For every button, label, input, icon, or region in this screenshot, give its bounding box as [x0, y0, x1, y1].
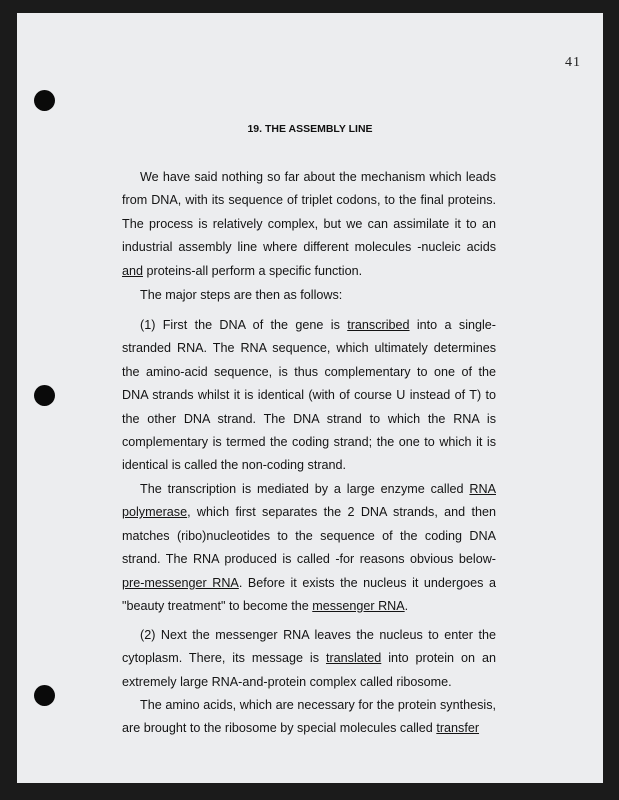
punch-hole-middle [34, 385, 55, 406]
paragraph-steps-intro: The major steps are then as follows: [140, 288, 343, 302]
underlined-term: translated [325, 651, 382, 666]
underlined-term: transfer [436, 721, 480, 736]
underlined-term: RNA polymerase [122, 482, 496, 520]
underlined-term: transcribed [347, 318, 410, 332]
paragraph-intro: We have said nothing so far about the mechanism which leads from DNA, with its sequence of triplet codons, to the final proteins. The process is relatively complex, but we can assimilate it to an industrial assembly line where different molecules -nucleic acids and proteins-all perform a specific function. [122, 170, 496, 278]
document-page [17, 13, 603, 783]
paragraph-step-1: (1) First the DNA of the gene is transcribed into a single-stranded RNA. The RNA sequence, which ultimately determines the amino-acid sequence, is thus complementary to one of the DNA strands whilst it is identical (with of course U instead of T) to the other DNA strand. The DNA strand to which the RNA is complementary is termed the coding strand; the one to which it is identical is called the non-coding strand. [122, 318, 496, 473]
section-heading: 19. THE ASSEMBLY LINE [247, 123, 373, 135]
punch-hole-top [34, 90, 55, 111]
underlined-term: messenger RNA [312, 599, 405, 614]
paragraph-amino-acids: The amino acids, which are necessary for the protein synthesis, are brought to the ribosome by special molecules called transfer [122, 698, 496, 736]
underlined-term: pre-messenger RNA [122, 575, 239, 590]
punch-hole-bottom [34, 685, 55, 706]
page-number: 41 [565, 55, 581, 70]
paragraph-step-2: (2) Next the messenger RNA leaves the nucleus to enter the cytoplasm. There, its message is translated into protein on an extremely large RNA-and-protein complex called ribosome. [122, 628, 496, 689]
paragraph-transcription: The transcription is mediated by a large enzyme called RNA polymerase, which first separates the 2 DNA strands, and then matches (ribo)nucleotides to the sequence of the coding DNA strand. The RNA produced is called -for reasons obvious below- pre-messenger RNA. Before it exists the nucleus it undergoes a "beauty treatment" to become the messenger RNA. [122, 482, 496, 614]
underlined-term: and [122, 263, 144, 278]
